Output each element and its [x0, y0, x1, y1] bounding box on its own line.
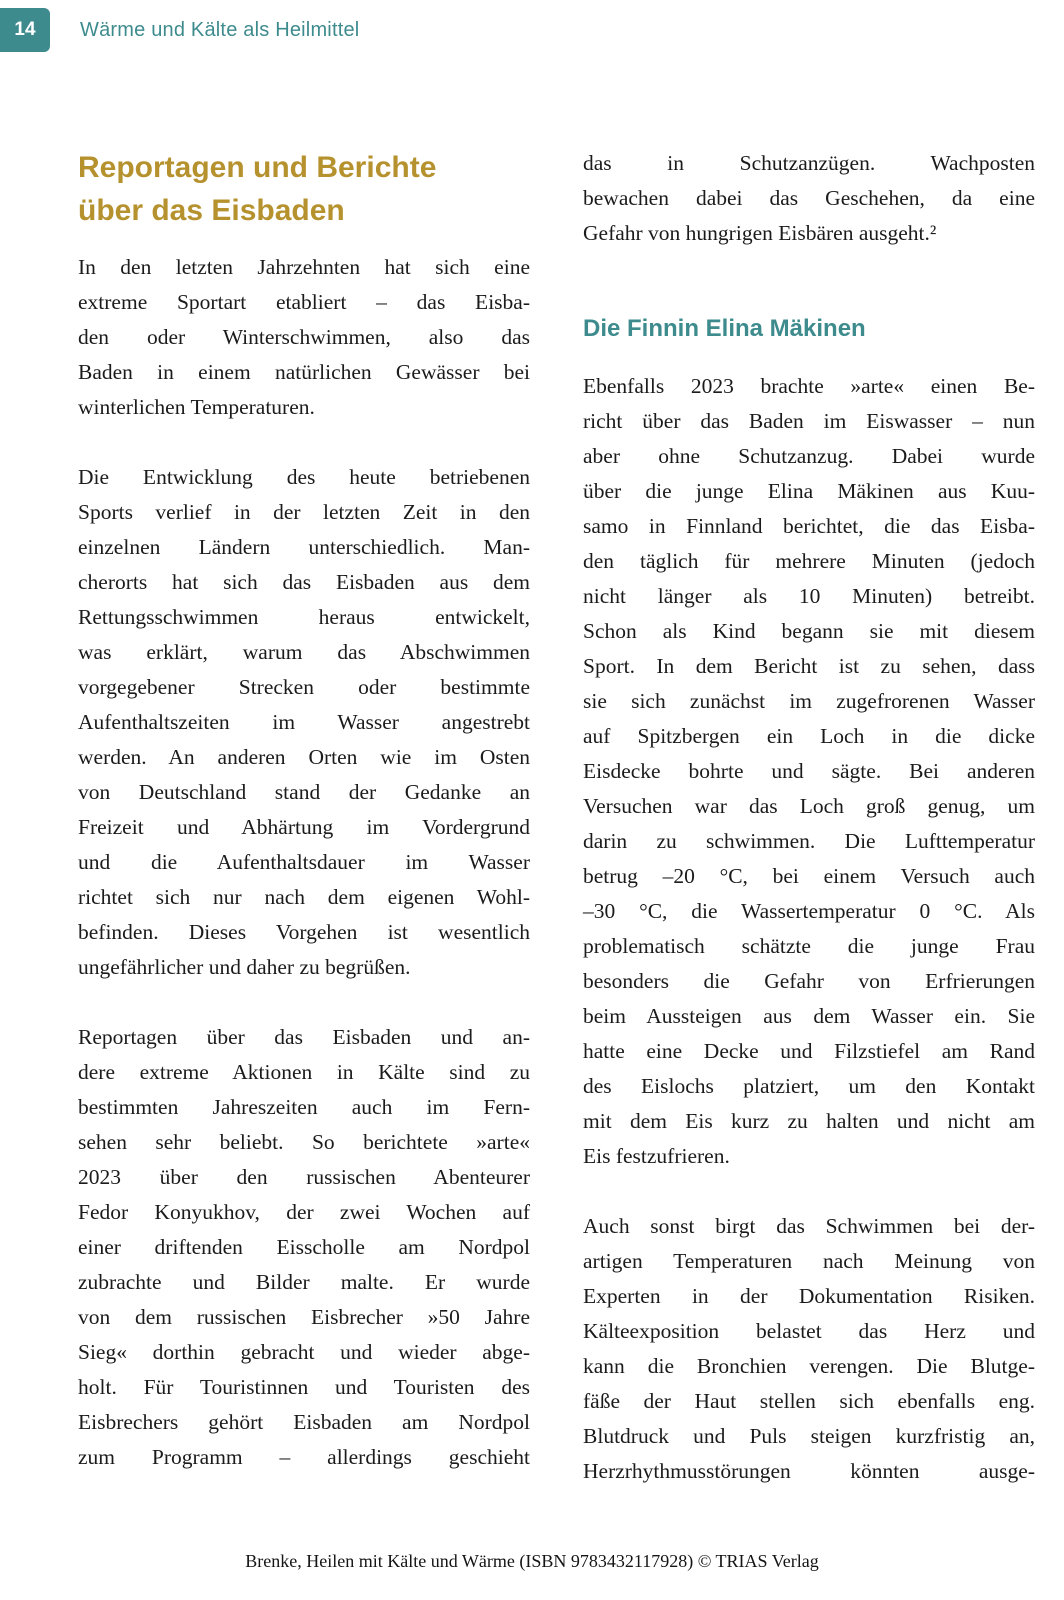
- footer-credit: Brenke, Heilen mit Kälte und Wärme (ISBN 9783432117928) © TRIAS Verlag: [245, 1551, 819, 1571]
- text-line: was erklärt, warum das Abschwimmen: [78, 640, 530, 664]
- text-line: nicht länger als 10 Minuten) betreibt.: [583, 584, 1035, 608]
- text-line: Fedor Konyukhov, der zwei Wochen auf: [78, 1200, 530, 1224]
- text-line: das in Schutzanzügen. Wachposten: [583, 151, 1035, 175]
- text-line: kann die Bronchien verengen. Die Blutge-: [583, 1354, 1035, 1378]
- text-line: Schon als Kind begann sie mit diesem: [583, 619, 1035, 643]
- paragraph: [78, 1020, 530, 1475]
- text-line: bestimmten Jahreszeiten auch im Fern-: [78, 1095, 530, 1119]
- text-line: Die Finnin Elina Mäkinen: [583, 315, 866, 342]
- text-line: 2023 über den russischen Abenteurer: [78, 1165, 530, 1189]
- text-line: Baden in einem natürlichen Gewässer bei: [78, 360, 530, 384]
- text-line: holt. Für Touristinnen und Touristen des: [78, 1375, 530, 1399]
- text-line: einzelnen Ländern unterschiedlich. Man-: [78, 535, 530, 559]
- text-line: von Deutschland stand der Gedanke an: [78, 780, 530, 804]
- running-head: Wärme und Kälte als Heilmittel: [80, 19, 360, 41]
- text-line: Freizeit und Abhärtung im Vordergrund: [78, 815, 530, 839]
- text-line: den täglich für mehrere Minuten (jedoch: [583, 549, 1035, 573]
- text-line: Blutdruck und Puls steigen kurzfristig an,: [583, 1424, 1035, 1448]
- text-line: aber ohne Schutzanzug. Dabei wurde: [583, 444, 1035, 468]
- text-line: Experten in der Dokumentation Risiken.: [583, 1284, 1035, 1308]
- text-line: extreme Sportart etabliert – das Eisba-: [78, 290, 530, 314]
- text-line: Sieg« dorthin gebracht und wieder abge-: [78, 1340, 530, 1364]
- text-line: und die Aufenthaltsdauer im Wasser: [78, 850, 530, 874]
- text-line: auf Spitzbergen ein Loch in die dicke: [583, 724, 1035, 748]
- text-line: beim Aussteigen aus dem Wasser ein. Sie: [583, 1004, 1035, 1028]
- text-line: mit dem Eis kurz zu halten und nicht am: [583, 1109, 1035, 1133]
- text-line: Versuchen war das Loch groß genug, um: [583, 794, 1035, 818]
- left-column: [78, 146, 530, 1489]
- text-line: richtet sich nur nach dem eigenen Wohl-: [78, 885, 530, 909]
- text-line: samo in Finnland berichtet, die das Eisba-: [583, 514, 1035, 538]
- text-line: Rettungsschwimmen heraus entwickelt,: [78, 605, 530, 629]
- text-line: Ebenfalls 2023 brachte »arte« einen Be-: [583, 374, 1035, 398]
- text-line: richt über das Baden im Eiswasser – nun: [583, 409, 1035, 433]
- text-line: befinden. Dieses Vorgehen ist wesentlich: [78, 920, 530, 944]
- text-line: winterlichen Temperaturen.: [78, 395, 315, 419]
- text-line: Kälteexposition belastet das Herz und: [583, 1319, 1035, 1343]
- text-line: Eisdecke bohrte und sägte. Bei anderen: [583, 759, 1035, 783]
- right-column: [583, 146, 1035, 1489]
- text-line: Die Entwicklung des heute betriebenen: [78, 465, 530, 489]
- paragraph: [583, 369, 1035, 1174]
- text-line: –30 °C, die Wassertemperatur 0 °C. Als: [583, 899, 1035, 923]
- text-line: von dem russischen Eisbrecher »50 Jahre: [78, 1305, 530, 1329]
- text-line: problematisch schätzte die junge Frau: [583, 934, 1035, 958]
- text-line: darin zu schwimmen. Die Lufttemperatur: [583, 829, 1035, 853]
- text-line: besonders die Gefahr von Erfrierungen: [583, 969, 1035, 993]
- text-line: sehen sehr beliebt. So berichtete »arte«: [78, 1130, 530, 1154]
- text-line: Reportagen über das Eisbaden und an-: [78, 1025, 530, 1049]
- text-line: In den letzten Jahrzehnten hat sich eine: [78, 255, 530, 279]
- text-line: Eis festzufrieren.: [583, 1144, 730, 1168]
- text-line: sie sich zunächst im zugefrorenen Wasser: [583, 689, 1035, 713]
- text-line: zubrachte und Bilder malte. Er wurde: [78, 1270, 530, 1294]
- page-body: [78, 146, 1035, 1489]
- text-line: einer driftenden Eisscholle am Nordpol: [78, 1235, 530, 1259]
- paragraph: [583, 146, 1035, 251]
- heading: [78, 146, 530, 232]
- text-line: über das Eisbaden: [78, 194, 345, 227]
- paragraph: [78, 250, 530, 425]
- text-line: des Eislochs platziert, um den Kontakt: [583, 1074, 1035, 1098]
- text-line: den oder Winterschwimmen, also das: [78, 325, 530, 349]
- text-line: Gefahr von hungrigen Eisbären ausgeht.²: [583, 221, 937, 245]
- text-line: Sports verlief in der letzten Zeit in den: [78, 500, 530, 524]
- text-line: hatte eine Decke und Filzstiefel am Rand: [583, 1039, 1035, 1063]
- text-line: bewachen dabei das Geschehen, da eine: [583, 186, 1035, 210]
- text-line: Herzrhythmusstörungen könnten ausge-: [583, 1459, 1035, 1483]
- page-number-badge: 14: [0, 8, 50, 52]
- text-line: Eisbrechers gehört Eisbaden am Nordpol: [78, 1410, 530, 1434]
- text-line: betrug –20 °C, bei einem Versuch auch: [583, 864, 1035, 888]
- text-line: Aufenthaltszeiten im Wasser angestrebt: [78, 710, 530, 734]
- text-line: über die junge Elina Mäkinen aus Kuu-: [583, 479, 1035, 503]
- text-line: zum Programm – allerdings geschieht: [78, 1445, 530, 1469]
- text-line: Sport. In dem Bericht ist zu sehen, dass: [583, 654, 1035, 678]
- text-line: vorgegebener Strecken oder bestimmte: [78, 675, 530, 699]
- subheading: [583, 311, 1035, 347]
- text-line: artigen Temperaturen nach Meinung von: [583, 1249, 1035, 1273]
- text-line: ungefährlicher und daher zu begrüßen.: [78, 955, 411, 979]
- text-line: Auch sonst birgt das Schwimmen bei der-: [583, 1214, 1035, 1238]
- text-line: Reportagen und Berichte: [78, 151, 437, 184]
- text-line: dere extreme Aktionen in Kälte sind zu: [78, 1060, 530, 1084]
- text-line: werden. An anderen Orten wie im Osten: [78, 745, 530, 769]
- text-line: fäße der Haut stellen sich ebenfalls eng.: [583, 1389, 1035, 1413]
- paragraph: [583, 1209, 1035, 1489]
- paragraph: [78, 460, 530, 985]
- text-line: cherorts hat sich das Eisbaden aus dem: [78, 570, 530, 594]
